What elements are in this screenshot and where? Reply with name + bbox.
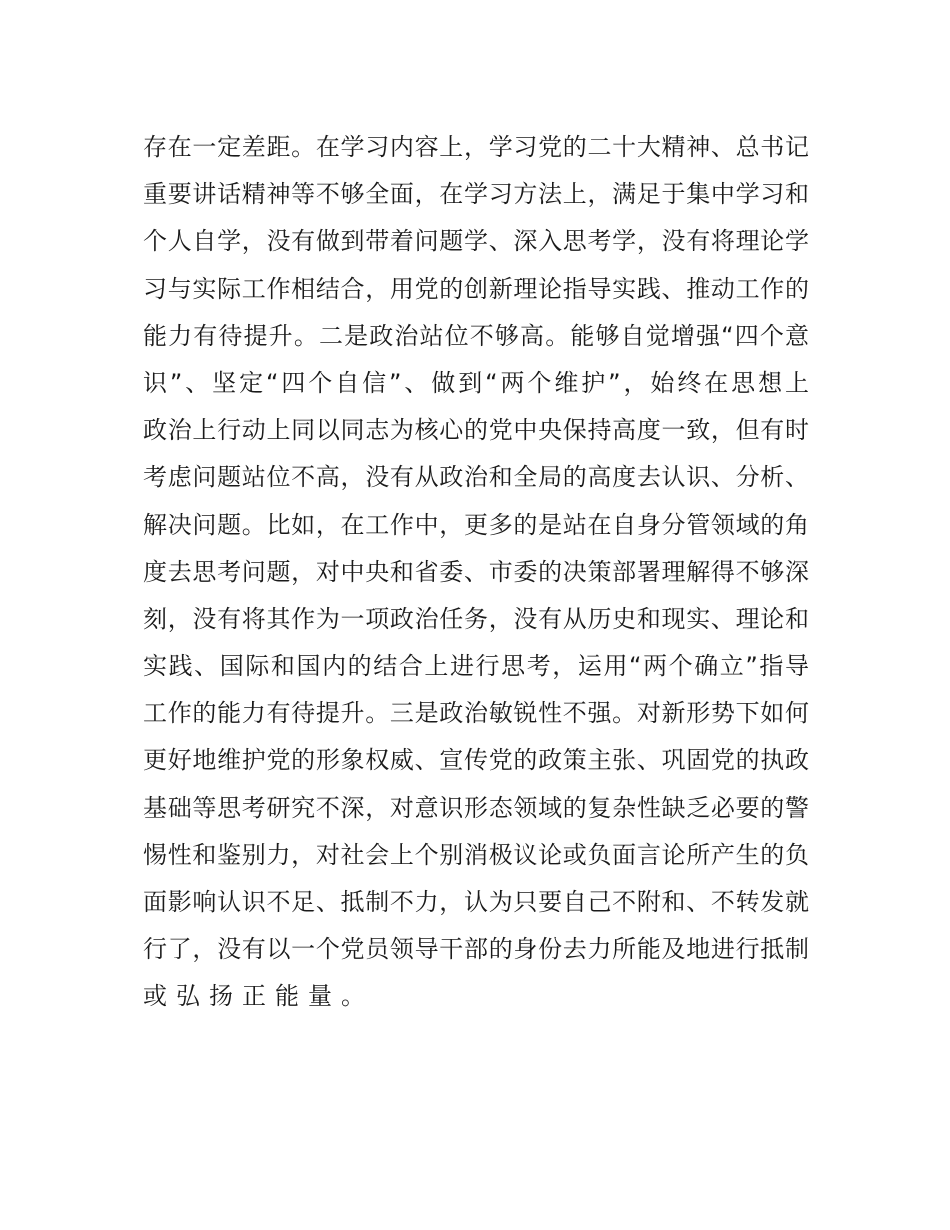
text-line: 惕性和鉴别力，对社会上个别消极议论或负面言论所产生的负: [143, 840, 809, 869]
text-line: 考虑问题站位不高，没有从政治和全局的高度去认识、分析、: [143, 463, 809, 492]
text-line: 行了，没有以一个党员领导干部的身份去力所能及地进行抵制: [143, 935, 809, 964]
document-body: [143, 124, 809, 1021]
text-line: 度去思考问题，对中央和省委、市委的决策部署理解得不够深: [143, 557, 809, 586]
text-line-last: 或弘扬正能量。: [143, 982, 374, 1011]
text-line: 能力有待提升。二是政治站位不够高。能够自觉增强“四个意: [143, 321, 809, 350]
text-line: 重要讲话精神等不够全面，在学习方法上，满足于集中学习和: [143, 180, 809, 209]
text-line: 实践、国际和国内的结合上进行思考，运用“两个确立”指导: [143, 652, 809, 681]
text-line: 解决问题。比如，在工作中，更多的是站在自身分管领域的角: [143, 510, 809, 539]
text-line: 政治上行动上同以同志为核心的党中央保持高度一致，但有时: [143, 416, 809, 445]
text-line: 存在一定差距。在学习内容上，学习党的二十大精神、总书记: [143, 133, 809, 161]
text-line: 个人自学，没有做到带着问题学、深入思考学，没有将理论学: [143, 227, 809, 256]
text-line: 习与实际工作相结合，用党的创新理论指导实践、推动工作的: [143, 274, 809, 303]
text-line: 更好地维护党的形象权威、宣传党的政策主张、巩固党的执政: [143, 746, 809, 775]
text-line: 基础等思考研究不深，对意识形态领域的复杂性缺乏必要的警: [143, 793, 809, 822]
text-line: 面影响认识不足、抵制不力，认为只要自己不附和、不转发就: [143, 888, 809, 916]
text-line: 刻，没有将其作为一项政治任务，没有从历史和现实、理论和: [143, 604, 809, 633]
text-line: 工作的能力有待提升。三是政治敏锐性不强。对新形势下如何: [143, 699, 809, 728]
text-line: 识”、坚定“四个自信”、做到“两个维护”，始终在思想上: [143, 368, 809, 397]
